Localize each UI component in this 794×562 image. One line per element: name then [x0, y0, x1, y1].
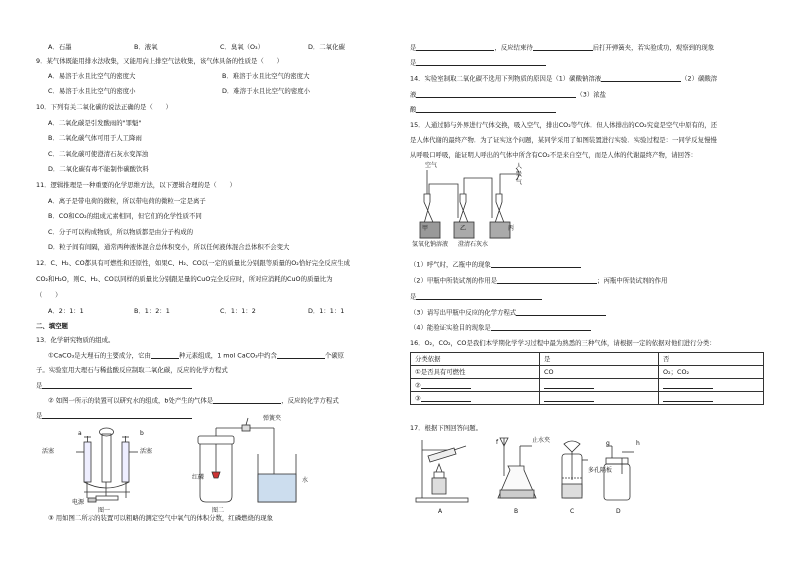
q15-sub2 — [410, 277, 667, 284]
q17-apparatus-d — [594, 444, 644, 504]
q15-sub1 — [410, 261, 581, 268]
q15-label-bing: 丙 — [508, 225, 515, 232]
q12-option-b[interactable]: B．1：2：1 — [134, 307, 170, 315]
q15-line1: 15．人通过肺与外界进行气体交换，吸入空气，排出CO₂等气体．但人体排出的CO₂究竟是空气中原有的，还 — [410, 121, 718, 129]
q15-label-jia: 甲 — [422, 225, 429, 232]
q12-bracket: （ ） — [36, 291, 62, 299]
fig1-label-b: b — [140, 430, 144, 437]
q15-blank-5[interactable] — [491, 324, 591, 331]
table-row — [411, 379, 764, 392]
q9-option-c[interactable]: C．易溶于水且比空气的密度小 — [48, 87, 136, 95]
q15-sub3-text: （3）请写出甲瓶中反应的化学方程式 — [410, 308, 517, 317]
q17-label-stop-clamp: 止水夹 — [532, 437, 551, 444]
q16-classification-table — [410, 352, 764, 405]
q13-blank-carbon-atoms[interactable] — [277, 352, 325, 359]
q9-option-a[interactable]: A．易溶于水且比空气的密度大 — [48, 72, 136, 80]
table-header-no: 否 — [659, 353, 764, 366]
q14-text-3: 液 — [410, 90, 417, 99]
q13-part3-line: ③ 用如图二所示的装置可以粗略的测定空气中氧气的体积分数，红磷燃烧的现象 — [48, 514, 274, 522]
q10-option-a[interactable]: A．二氧化碳是引发酸雨的"罪魁" — [48, 119, 142, 127]
q12-option-d[interactable]: D．1：1：1 — [308, 307, 345, 315]
fig1-label-power: 电源 — [72, 499, 85, 506]
table-row — [411, 366, 764, 379]
q14-text-2: （2）碳酸溶 — [681, 74, 718, 83]
q11-option-b[interactable]: B．CO和CO₂的组成元素相同，但它们的化学性质不同 — [48, 212, 202, 220]
q13-part1-shi: 是 — [36, 381, 43, 390]
q13-part2-text-a: ② 如图一所示的装置可以研究水的组成，b处产生的气体是 — [48, 396, 214, 405]
table-header-yes: 是 — [540, 353, 659, 366]
q15-flask-diagram — [416, 164, 526, 250]
q9-option-d[interactable]: D．难溶于水且比空气的密度小 — [222, 87, 310, 95]
fig2-label-phosphorus: 红磷 — [192, 474, 205, 481]
q17-apparatus-a — [414, 436, 474, 504]
q17-label-g: g — [606, 440, 610, 447]
q14-text-5: 酸 — [410, 105, 417, 114]
q10-stem: 10．下列有关二氧化碳的说法正确的是（ ） — [36, 103, 172, 111]
q17-apparatus-c — [554, 440, 590, 504]
q15-blank-4[interactable] — [516, 309, 606, 316]
q11-option-d[interactable]: D．粒子间有间隔，通常两种液体混合总体积变小，所以任何液体混合总体积不会变大 — [48, 243, 290, 251]
q8-option-a[interactable]: A．石墨 — [48, 43, 72, 51]
q16-stem: 16．O₂，CO₂，CO是我们本学期化学学习过程中最为熟悉的三种气体，请根据一定的依据对他们进行分类： — [410, 339, 716, 347]
q13-cont-text-c: 后打开弹簧夹，若实验成功，观察到的现象 — [592, 43, 715, 52]
q13-cont-shi2: 是 — [410, 58, 417, 67]
q14-blank-3[interactable] — [416, 106, 556, 113]
q13-blank-wait[interactable] — [533, 44, 593, 51]
q10-option-b[interactable]: B．二氧化碳气体可用于人工降雨 — [48, 134, 142, 142]
q15-line2: 是人体代谢的最终产物．为了证实这个问题，某同学采用了如图装置进行实验．实验过程是：一同学反复慢慢 — [410, 136, 717, 144]
table-cell: O₂；CO₂ — [659, 366, 764, 379]
fig1-label-a: a — [78, 430, 82, 437]
q10-option-d[interactable]: D．二氧化碳有毒不能制作碳酸饮料 — [48, 165, 149, 173]
table-cell[interactable]: ② — [411, 379, 540, 392]
q13-blank-phenomenon[interactable] — [416, 44, 494, 51]
q13-blank-observation[interactable] — [416, 59, 546, 66]
q15-sub2-shi: 是 — [410, 292, 417, 301]
q17-label-h: h — [636, 440, 640, 447]
q10-option-c[interactable]: C．二氧化碳可使澄清石灰水变浑浊 — [48, 150, 149, 158]
q15-label-naoh: 氢氧化钠溶液 — [412, 241, 449, 248]
q11-option-c[interactable]: C．分子可以构成物质，所以物质都是由分子构成的 — [48, 228, 194, 236]
q15-label-yi: 乙 — [460, 225, 467, 232]
fig2-label-spring-clip: 弹簧夹 — [263, 415, 282, 422]
table-cell[interactable] — [540, 379, 659, 392]
q13-cont-line2 — [410, 59, 546, 66]
table-header-row — [411, 353, 764, 366]
q17-apparatus-b — [494, 436, 544, 504]
q13-title: 13．化学研究物质的组成。 — [36, 336, 115, 344]
fig1-electrolysis-diagram — [54, 424, 164, 504]
q9-stem: 9．某气体既能用排水法收集，又能用向上排空气法收集，该气体具备的性质是（ ） — [36, 57, 283, 65]
q15-blank-3[interactable] — [416, 293, 542, 300]
q14-blank-1[interactable] — [601, 75, 681, 82]
q15-sub3 — [410, 309, 606, 316]
table-cell: ①是否具有可燃性 — [411, 366, 540, 379]
q13-part1-text-b: 种元素组成，1 mol CaCO₃中约含 — [178, 351, 277, 360]
q13-part2-line — [48, 397, 339, 404]
q13-part1-line2: 子。实验室用大理石与稀盐酸反应制取二氧化碳，反应的化学方程式 — [36, 366, 228, 374]
q15-sub4-text: （4）能验证实验目的现象是 — [410, 323, 491, 332]
q13-part1-text-a: ①CaCO₃是大理石的主要成分，它由 — [48, 351, 151, 360]
q14-text-4: （3）浓盐 — [576, 90, 607, 99]
q14-line1 — [410, 75, 717, 82]
q15-label-air: 空气 — [425, 162, 438, 169]
q13-blank-equation2[interactable] — [42, 412, 192, 419]
q14-blank-2[interactable] — [416, 91, 576, 98]
q15-sub4 — [410, 324, 591, 331]
q12-stem-line1: 12．C、H₂、CO都具有可燃性和还原性，如果C、H₂、CO以一定的质量比分别跟等质量的O₂恰好完全反应生成 — [36, 259, 350, 267]
q12-option-a[interactable]: A．2：1：1 — [48, 307, 84, 315]
table-cell[interactable]: ③ — [411, 392, 540, 405]
q15-sub1-text: （1）呼气时，乙瓶中的现象 — [410, 260, 491, 269]
q13-part2-text-b: ，反应的化学方程式 — [281, 396, 339, 405]
q15-sub2-cont — [410, 293, 542, 300]
q13-blank-equation1[interactable] — [42, 382, 192, 389]
fig1-label-piston-right: 活塞 — [140, 448, 153, 455]
q14-text-1: 14．实验室制取二氧化碳不选用下列物质的原因是（1）碳酸钠溶液 — [410, 74, 602, 83]
q15-sub2-text-b: ；丙瓶中所装试剂的作用 — [597, 276, 668, 285]
right-column — [410, 0, 766, 562]
q12-option-c[interactable]: C．1：1：2 — [220, 307, 256, 315]
q14-line2 — [410, 91, 606, 98]
q13-cont-text-b: ，反应结束待 — [494, 43, 533, 52]
q13-part1-line3 — [36, 382, 192, 389]
q15-blank-2[interactable] — [497, 277, 597, 284]
q13-part1-line — [48, 352, 344, 359]
q12-stem-line2: CO₂和H₂O，则C、H₂、CO以同样的质量比分别跟足量的CuO完全反应时，所对应消耗的CuO的质量比为 — [36, 275, 333, 283]
fig1-label-piston-left: 活塞 — [42, 448, 55, 455]
fig2-phosphorus-diagram — [186, 424, 316, 508]
q15-label-limewater: 澄清石灰水 — [458, 241, 489, 248]
q17-label-porous-plate: 多孔隔板 — [588, 467, 613, 474]
q8-option-b[interactable]: B．液氧 — [134, 43, 158, 51]
q13-part2-shi: 是 — [36, 411, 43, 420]
q17-caption-d: D — [616, 508, 621, 515]
q15-sub2-text-a: （2）甲瓶中所装试剂的作用是 — [410, 276, 498, 285]
q15-label-person: 人 — [516, 163, 523, 170]
q17-label-f: f — [496, 439, 499, 446]
section-fill-blank: 二、填空题 — [36, 322, 68, 330]
q15-line3: 从呼吸口呼吸，能证明人呼出的气体中所含有CO₂不是来自空气，而是人体的代谢最终产物，请回答： — [410, 151, 697, 159]
q13-blank-elements[interactable] — [151, 352, 179, 359]
table-cell[interactable] — [659, 379, 764, 392]
table-header-basis: 分类依据 — [411, 353, 540, 366]
q13-part1-text-c: 个碳原 — [324, 351, 345, 360]
q17-title: 17．根据下图回答问题。 — [410, 424, 483, 432]
q15-label-gas: 气 — [516, 179, 523, 186]
q17-caption-c: C — [570, 508, 575, 515]
fig2-label-water: 水 — [302, 477, 309, 484]
q8-option-d[interactable]: D．二氧化碳 — [308, 43, 345, 51]
q14-line3 — [410, 106, 556, 113]
table-cell: CO — [540, 366, 659, 379]
q13-part2-line2 — [36, 412, 192, 419]
q8-option-c[interactable]: C．臭氧（O₃） — [220, 43, 265, 51]
fig1-caption: 图一 — [98, 507, 111, 514]
q15-label-inhale: 吸 — [516, 171, 523, 178]
table-row — [411, 392, 764, 405]
q17-caption-b: B — [514, 508, 519, 515]
table-cell[interactable] — [659, 392, 764, 405]
q13-cont-shi: 是 — [410, 43, 417, 52]
table-cell[interactable] — [540, 392, 659, 405]
q17-caption-a: A — [438, 508, 443, 515]
q13-cont-line1 — [410, 44, 714, 51]
q11-option-a[interactable]: A．离子是带电荷的微粒，所以带电荷的微粒一定是离子 — [48, 197, 206, 205]
q13-blank-gas-b[interactable] — [213, 397, 281, 404]
left-column — [36, 0, 390, 562]
q15-blank-1[interactable] — [491, 261, 581, 268]
q11-stem: 11．逻辑推理是一种重要的化学思维方法，以下逻辑合理的是（ ） — [36, 181, 236, 189]
q9-option-b[interactable]: B．难溶于水且比空气的密度大 — [222, 72, 310, 80]
fig2-caption: 图二 — [212, 507, 225, 514]
